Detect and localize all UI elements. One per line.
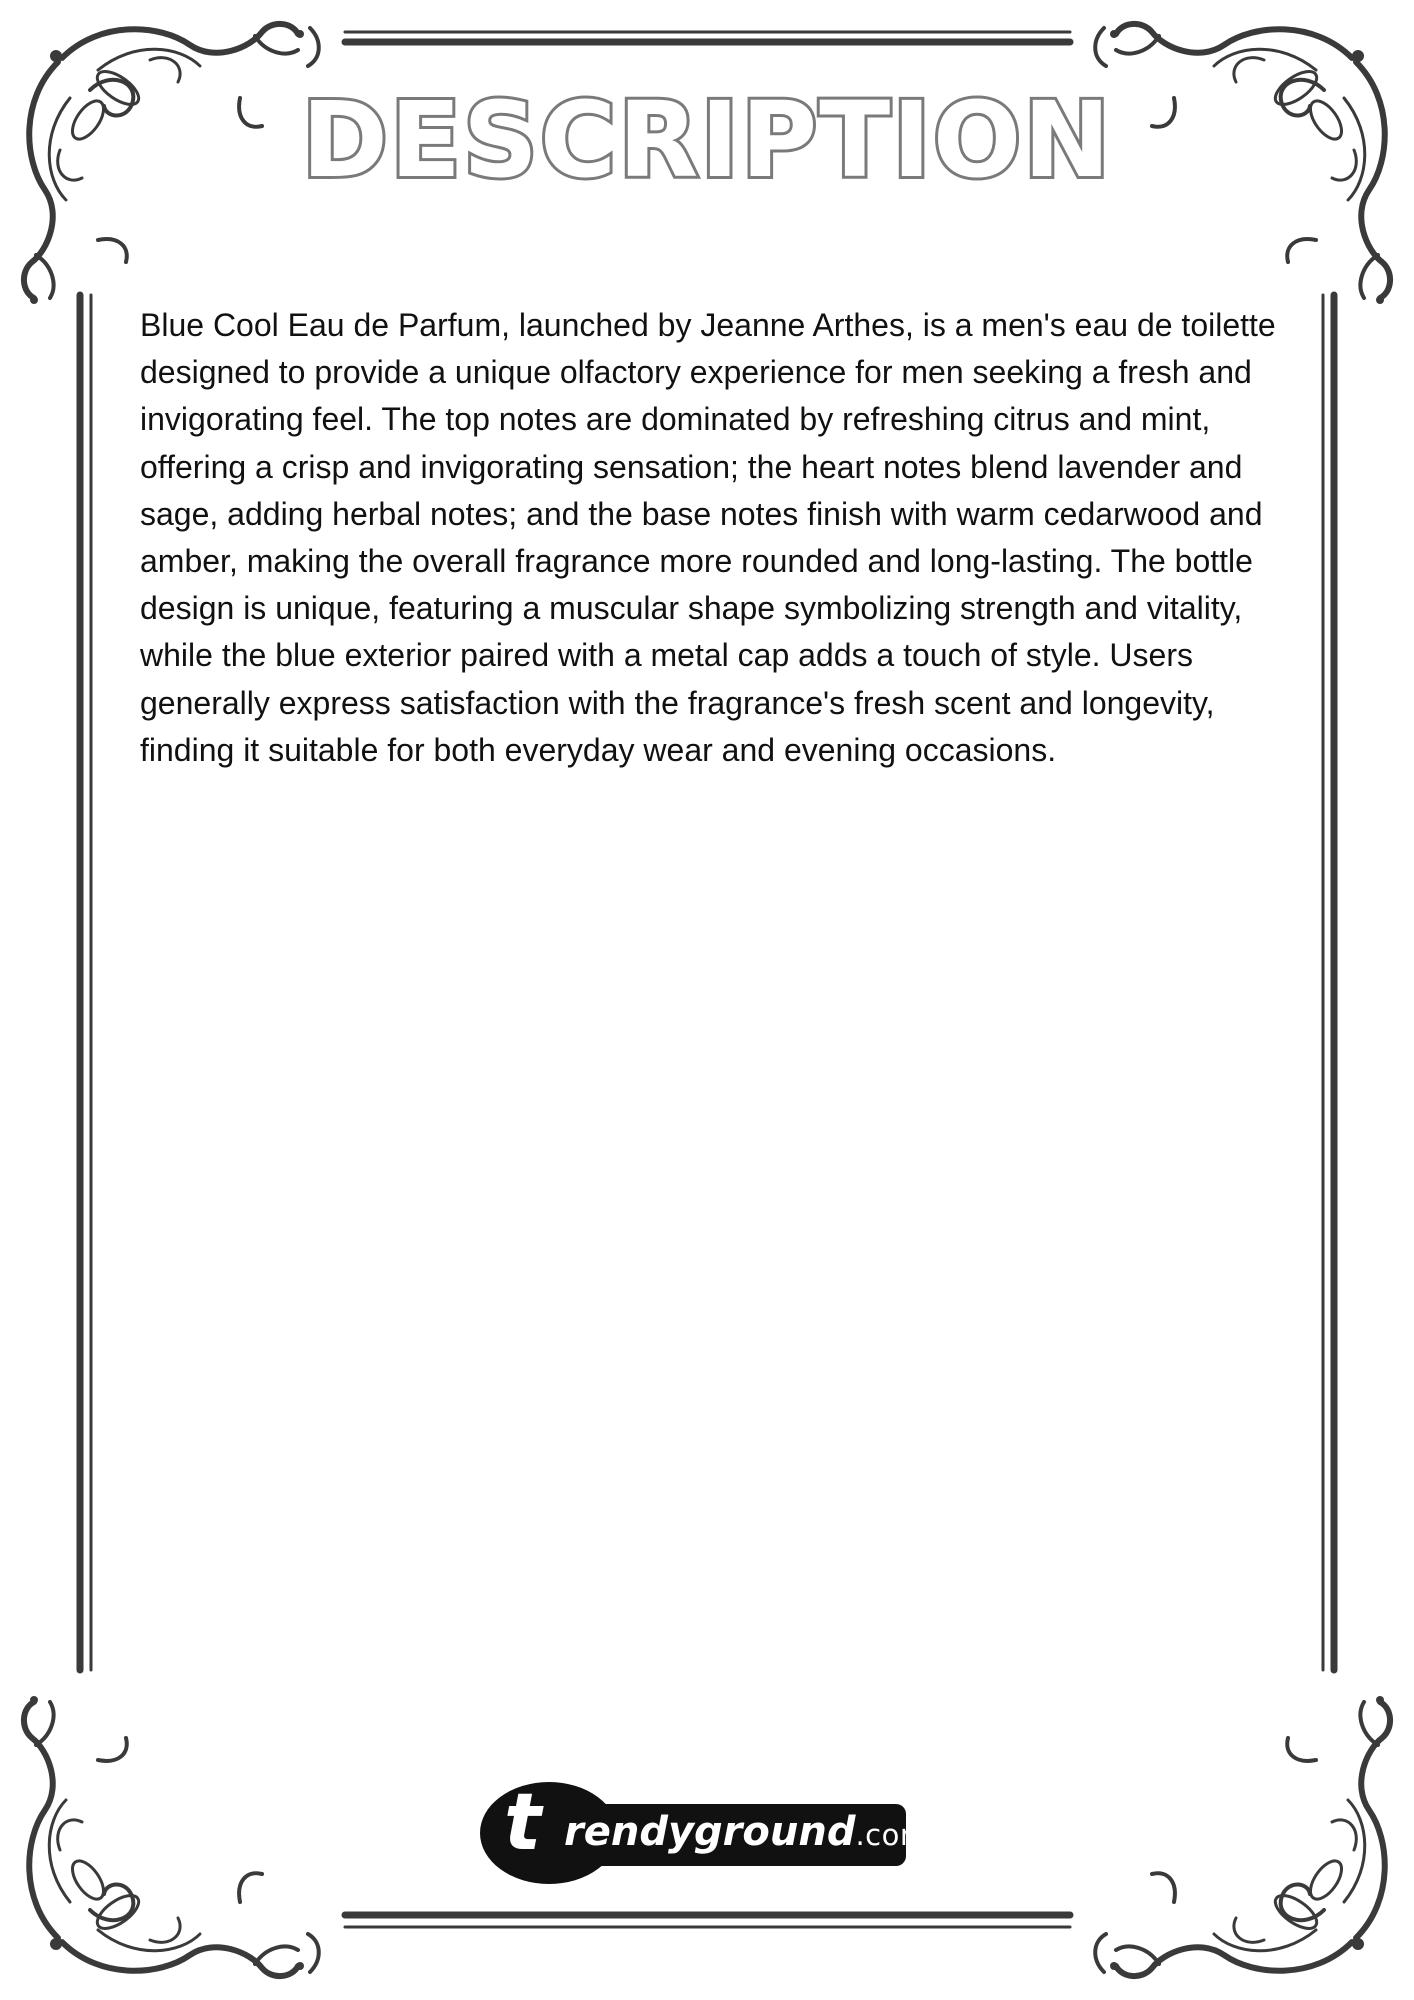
trendyground-logo — [480, 1778, 929, 1890]
logo-wordmark — [564, 1809, 929, 1855]
logo-initial: t — [504, 1778, 542, 1868]
corner-ornament-bottom-right — [1095, 1696, 1390, 1976]
page-title: DESCRIPTION — [301, 79, 1113, 201]
logo-name: rendyground — [564, 1809, 856, 1855]
description-paragraph: Blue Cool Eau de Parfum, launched by Jeanne Arthes, is a men's eau de toilette designed to provide a unique olfactory experience for men seeking a fresh and invigorating feel. The top notes are dominated by refreshing citrus and mint, offering a crisp and invigorating sensation; the heart notes blend lavender and sage, adding herbal notes; and the base notes finish with warm cedarwood and amber, making the overall fragrance more rounded and long-lasting. The bottle design is unique, featuring a muscular shape symbolizing strength and vitality, while the blue exterior paired with a metal cap adds a touch of style. Users generally express satisfaction with the fragrance's fresh scent and longevity, finding it suitable for both everyday wear and evening occasions. — [140, 307, 1276, 768]
corner-ornament-bottom-left — [24, 1696, 319, 1976]
logo-domain-suffix: .com — [855, 1818, 929, 1852]
